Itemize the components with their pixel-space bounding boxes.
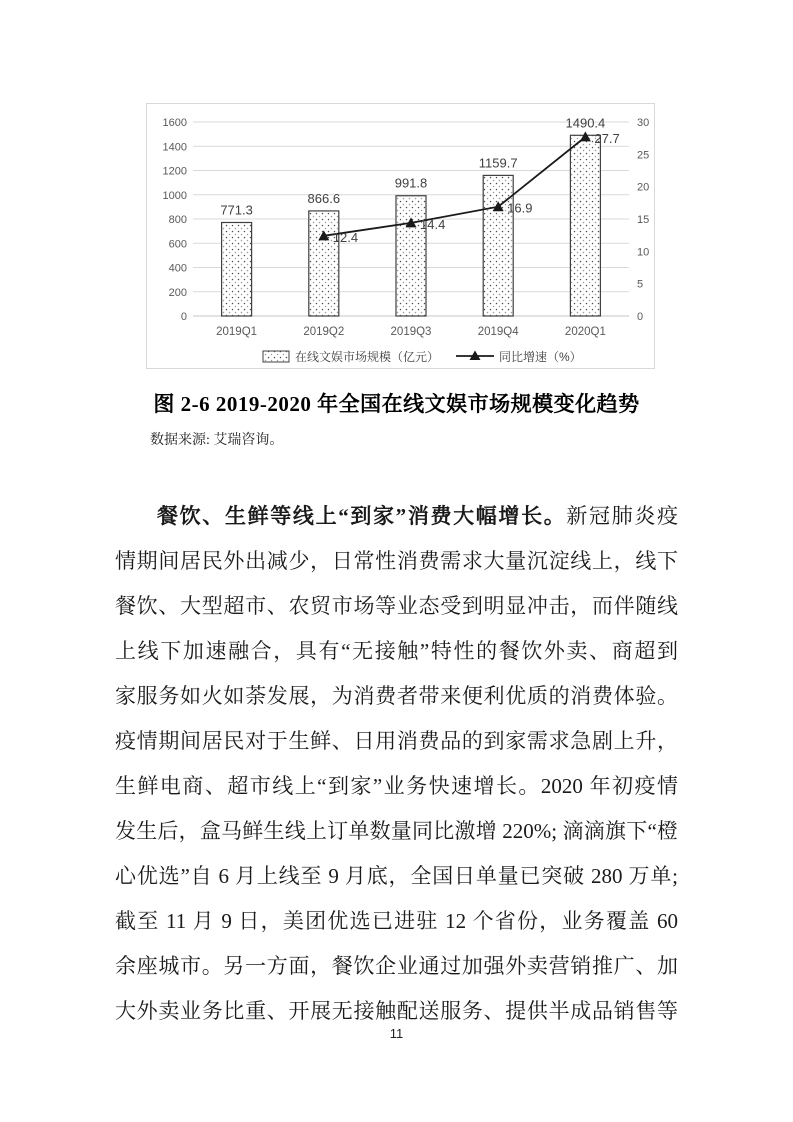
bar-value-label: 771.3: [220, 202, 253, 218]
figure-source: 数据来源: 艾瑞咨询。: [150, 433, 284, 448]
left-axis-tick: 0: [180, 311, 187, 323]
left-axis-tick: 200: [168, 286, 187, 299]
paragraph-line: 家服务如火如荼发展，为消费者带来便利优质的消费体验。: [115, 684, 678, 708]
right-axis-tick: 0: [637, 311, 644, 323]
paragraph-line: 发生后，盒马鲜生线上订单数量同比激增 220%; 滴滴旗下“橙: [115, 819, 678, 843]
bar-value-label: 991.8: [394, 175, 428, 191]
line-value-label: 14.4: [420, 216, 446, 232]
paragraph-line: 截至 11 月 9 日，美团优选已进驻 12 个省份，业务覆盖 60: [115, 909, 678, 933]
paragraph-line: 情期间居民外出减少，日常性消费需求大量沉淀线上，线下: [115, 549, 678, 573]
paragraph-line: 疫情期间居民对于生鲜、日用消费品的到家需求急剧上升，: [115, 729, 678, 753]
paragraph-line: 餐饮、生鲜等线上“到家”消费大幅增长。新冠肺炎疫: [157, 504, 678, 528]
left-axis-tick: 1400: [162, 141, 187, 154]
x-axis-label: 2019Q4: [477, 326, 519, 338]
right-axis-tick: 5: [637, 278, 644, 291]
legend-bar-swatch: [263, 351, 289, 362]
right-axis-tick: 25: [637, 149, 650, 162]
bar-2020Q1: [570, 135, 600, 316]
bar-value-label: 866.6: [307, 190, 341, 206]
paragraph-line: 余座城市。另一方面，餐饮企业通过加强外卖营销推广、加: [115, 954, 678, 978]
left-axis-tick: 1200: [162, 165, 187, 178]
right-axis-tick: 20: [637, 181, 650, 194]
growth-line: [324, 137, 586, 236]
paragraph-line: 上线下加速融合，具有“无接触”特性的餐饮外卖、商超到: [115, 639, 678, 663]
legend-bar-label: 在线文娱市场规模（亿元）: [295, 350, 440, 364]
left-axis-tick: 1600: [162, 117, 187, 129]
left-axis-tick: 800: [168, 214, 187, 226]
legend-line-label: 同比增速（%）: [499, 350, 582, 364]
paragraph-line: 大外卖业务比重、开展无接触配送服务、提供半成品销售等: [115, 999, 678, 1023]
right-axis-tick: 30: [637, 117, 650, 129]
left-axis-tick: 1000: [162, 189, 187, 202]
x-axis-label: 2020Q1: [564, 326, 606, 338]
line-value-label: 16.9: [507, 200, 533, 216]
bar-2019Q3: [396, 196, 426, 316]
paragraph-line: 生鲜电商、超市线上“到家”业务快速增长。2020 年初疫情: [115, 774, 678, 798]
paragraph-bold-leadin: 餐饮、生鲜等线上“到家”消费大幅增长。: [157, 504, 567, 528]
paragraph-line: 心优选”自 6 月上线至 9 月底，全国日单量已突破 280 万单;: [115, 864, 678, 888]
bar-2019Q4: [483, 175, 513, 316]
market-size-chart: [147, 104, 654, 368]
line-value-label: 12.4: [332, 229, 359, 245]
bar-value-label: 1159.7: [478, 155, 518, 171]
body-paragraph: [115, 494, 678, 1034]
bar-value-label: 1490.4: [565, 115, 606, 131]
page-number: 11: [389, 1026, 404, 1041]
left-axis-tick: 400: [168, 262, 187, 275]
bar-2019Q2: [309, 211, 339, 316]
bar-2019Q1: [222, 222, 252, 316]
x-axis-label: 2019Q1: [216, 326, 258, 338]
line-value-label: 27.7: [594, 130, 620, 146]
figure-caption: 图 2-6 2019-2020 年全国在线文娱市场规模变化趋势: [153, 392, 640, 416]
left-axis-tick: 600: [168, 238, 187, 251]
right-axis-tick: 10: [637, 246, 650, 259]
figure-chart-frame: [146, 103, 655, 369]
paragraph-line: 餐饮、大型超市、农贸市场等业态受到明显冲击，而伴随线: [115, 594, 678, 618]
x-axis-label: 2019Q3: [390, 326, 432, 338]
x-axis-label: 2019Q2: [303, 326, 345, 338]
right-axis-tick: 15: [637, 214, 650, 226]
